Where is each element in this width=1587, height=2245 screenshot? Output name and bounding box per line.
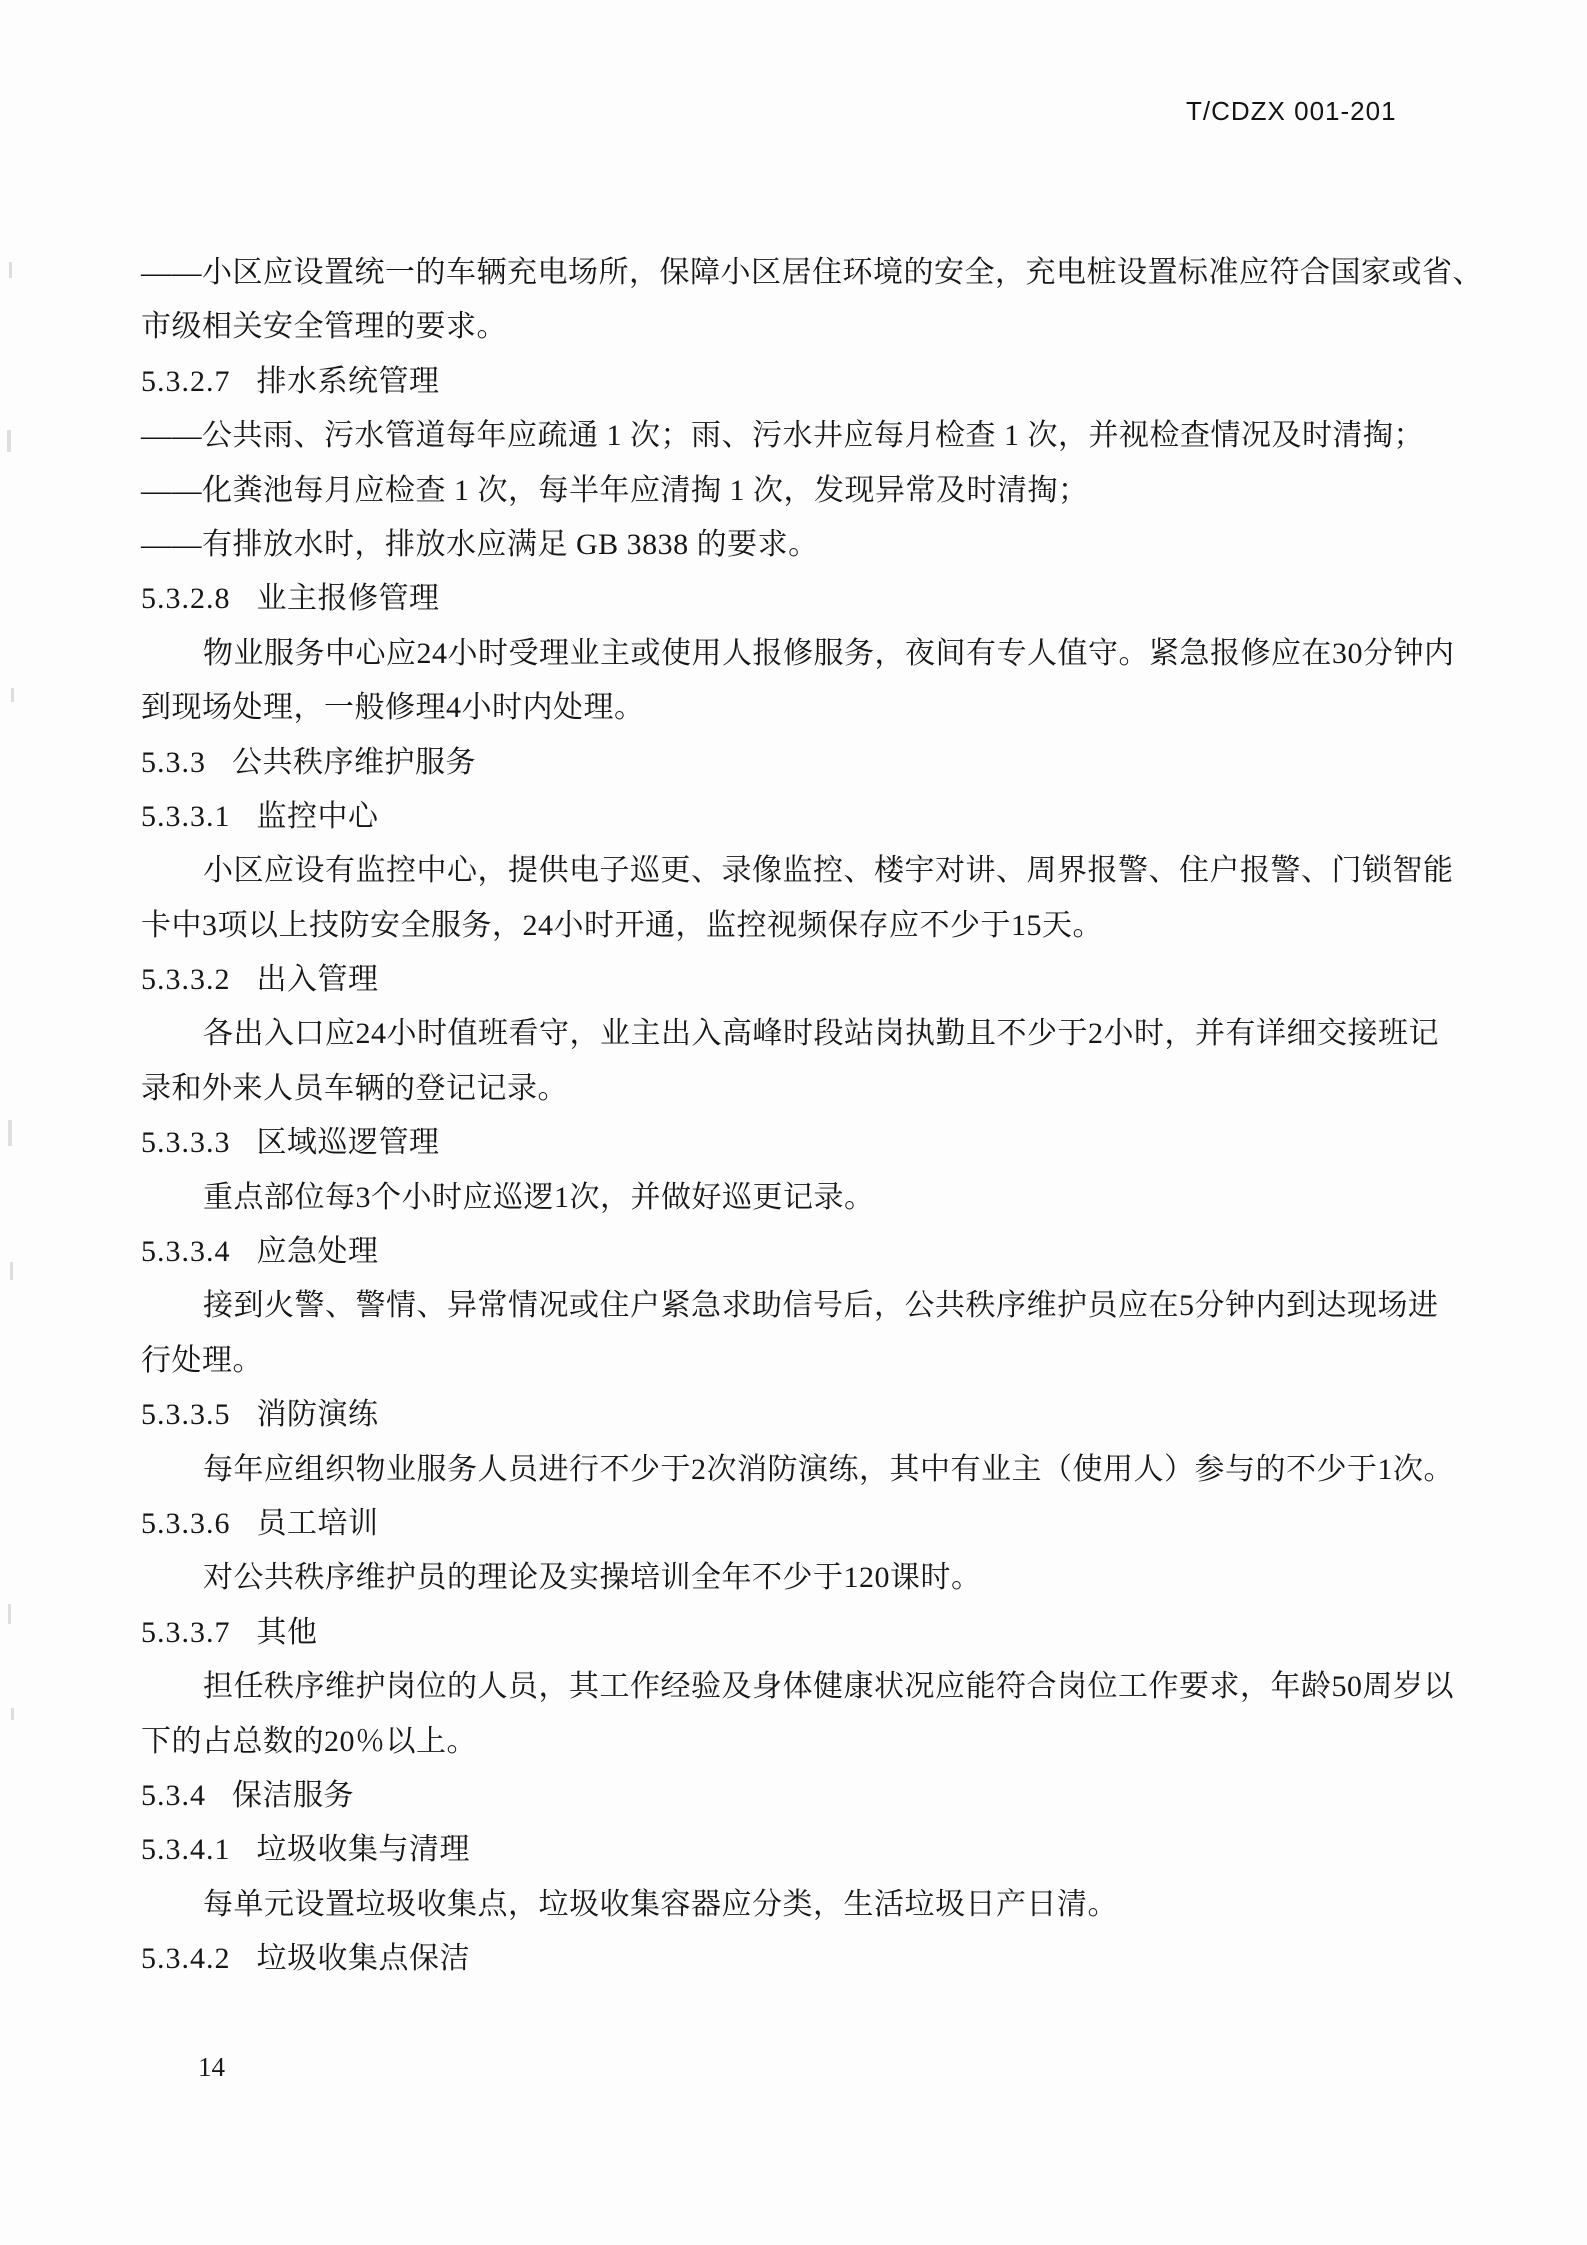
section-number: 5.3.4	[141, 1778, 206, 1812]
dash-list-item: ——化粪池每月应检查 1 次，每半年应清掏 1 次，发现异常及时清掏；	[141, 473, 1089, 507]
section-number: 5.3.3	[141, 745, 206, 779]
section-heading	[141, 736, 1471, 790]
section-heading	[141, 1932, 1471, 1986]
document-body	[141, 246, 1483, 1987]
paragraph-line: 录和外来人员车辆的登记记录。	[141, 1071, 568, 1105]
section-number: 5.3.3.4	[141, 1235, 231, 1269]
section-heading	[141, 1225, 1471, 1279]
paragraph-line: 市级相关安全管理的要求。	[141, 310, 507, 344]
section-title: 排水系统管理	[256, 364, 440, 398]
section-heading	[141, 1388, 1471, 1442]
section-heading	[141, 572, 1471, 626]
paragraph-line: 重点部位每3个小时应巡逻1次，并做好巡更记录。	[203, 1180, 875, 1214]
dash-list-item: ——小区应设置统一的车辆充电场所，保障小区居住环境的安全，充电桩设置标准应符合国家或省、	[141, 256, 1483, 289]
scan-artifact	[9, 262, 12, 278]
dash-list-item: ——有排放水时，排放水应满足 GB 3838 的要求。	[141, 527, 819, 561]
paragraph-line: 下的占总数的20％以上。	[141, 1724, 477, 1758]
paragraph-line: 担任秩序维护岗位的人员，其工作经验及身体健康状况应能符合岗位工作要求，年龄50周岁以	[203, 1670, 1454, 1704]
scan-artifact	[11, 688, 14, 702]
document-code: T/CDZX 001-201	[1186, 96, 1397, 126]
paragraph-line: 接到火警、警情、异常情况或住户紧急求助信号后，公共秩序维护员应在5分钟内到达现场进	[203, 1289, 1439, 1323]
section-title: 垃圾收集点保洁	[256, 1942, 470, 1976]
section-title: 保洁服务	[232, 1778, 354, 1812]
scan-artifact	[8, 1604, 11, 1624]
section-number: 5.3.3.5	[141, 1398, 231, 1432]
scan-artifact	[10, 1262, 13, 1280]
section-title: 出入管理	[256, 963, 379, 997]
section-number: 5.3.4.2	[141, 1942, 231, 1976]
page-number: 14	[198, 2052, 225, 2082]
section-number: 5.3.4.1	[141, 1833, 231, 1867]
section-heading	[141, 953, 1471, 1007]
section-heading	[141, 1116, 1471, 1170]
paragraph-line: 各出入口应24小时值班看守，业主出入高峰时段站岗执勤且不少于2小时，并有详细交接班记	[203, 1017, 1439, 1051]
section-heading	[141, 1769, 1471, 1823]
section-title: 业主报修管理	[256, 582, 440, 616]
section-title: 员工培训	[256, 1506, 379, 1540]
paragraph-line: 物业服务中心应24小时受理业主或使用人报修服务，夜间有专人值守。紧急报修应在30分钟内	[203, 636, 1455, 670]
section-title: 监控中心	[256, 799, 379, 833]
paragraph-line: 到现场处理，一般修理4小时内处理。	[141, 691, 645, 725]
scan-artifact	[11, 1708, 14, 1720]
section-number: 5.3.2.8	[141, 582, 231, 616]
dash-list-item: ——公共雨、污水管道每年应疏通 1 次；雨、污水井应每月检查 1 次，并视检查情况及时清掏；	[141, 419, 1424, 453]
paragraph-line: 每单元设置垃圾收集点，垃圾收集容器应分类，生活垃圾日产日清。	[203, 1887, 1118, 1921]
section-heading	[141, 355, 1471, 409]
section-number: 5.3.3.1	[141, 799, 231, 833]
paragraph-line: 行处理。	[141, 1343, 263, 1377]
section-heading	[141, 1606, 1471, 1660]
section-title: 消防演练	[256, 1398, 379, 1432]
section-title: 垃圾收集与清理	[256, 1833, 470, 1867]
section-title: 区域巡逻管理	[256, 1126, 440, 1160]
section-number: 5.3.2.7	[141, 364, 231, 398]
section-number: 5.3.3.3	[141, 1126, 231, 1160]
section-heading	[141, 1823, 1471, 1877]
paragraph-line: 卡中3项以上技防安全服务，24小时开通，监控视频保存应不少于15天。	[141, 908, 1103, 942]
section-heading	[141, 1497, 1471, 1551]
section-number: 5.3.3.6	[141, 1506, 231, 1540]
scan-artifact	[7, 430, 11, 452]
paragraph-line: 对公共秩序维护员的理论及实操培训全年不少于120课时。	[203, 1561, 982, 1595]
section-title: 应急处理	[256, 1235, 379, 1269]
scan-artifact	[8, 1120, 12, 1146]
section-title: 公共秩序维护服务	[232, 745, 476, 779]
section-number: 5.3.3.7	[141, 1615, 231, 1649]
section-number: 5.3.3.2	[141, 963, 231, 997]
section-title: 其他	[256, 1615, 318, 1649]
section-heading	[141, 790, 1471, 844]
paragraph-line: 每年应组织物业服务人员进行不少于2次消防演练，其中有业主（使用人）参与的不少于1次。	[203, 1452, 1454, 1486]
paragraph-line: 小区应设有监控中心，提供电子巡更、录像监控、楼宇对讲、周界报警、住户报警、门锁智能	[203, 854, 1454, 888]
